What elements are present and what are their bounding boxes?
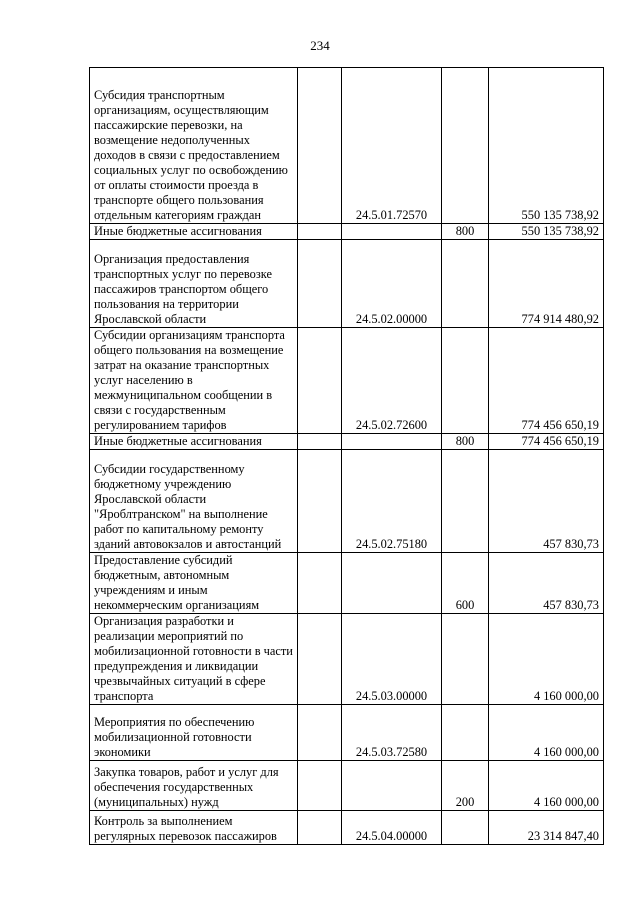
row-amount: 774 456 650,19 (489, 434, 604, 450)
row-code: 24.5.02.72600 (342, 328, 442, 434)
row-amount: 457 830,73 (489, 553, 604, 614)
row-empty-cell (298, 614, 342, 705)
row-expense-type (442, 68, 489, 224)
row-amount: 4 160 000,00 (489, 614, 604, 705)
row-empty-cell (298, 328, 342, 434)
table-row (90, 328, 604, 434)
table-row (90, 811, 604, 845)
row-empty-cell (298, 705, 342, 761)
row-amount: 457 830,73 (489, 450, 604, 553)
row-code (342, 761, 442, 811)
row-code: 24.5.02.75180 (342, 450, 442, 553)
row-empty-cell (298, 450, 342, 553)
row-empty-cell (298, 240, 342, 328)
row-name: Организация предоставления транспортных услуг по перевозке пассажиров транспортом общего пользования на территории Ярославской области (90, 240, 298, 328)
table-row (90, 614, 604, 705)
row-amount: 4 160 000,00 (489, 705, 604, 761)
row-code (342, 224, 442, 240)
row-expense-type: 600 (442, 553, 489, 614)
row-name: Иные бюджетные ассигнования (90, 224, 298, 240)
row-expense-type (442, 614, 489, 705)
row-empty-cell (298, 434, 342, 450)
row-name: Субсидии организациям транспорта общего пользования на возмещение затрат на оказание транспортных услуг населению в межмуниципальном сообщении в связи с государственным регулированием тарифов (90, 328, 298, 434)
row-amount: 23 314 847,40 (489, 811, 604, 845)
table-row (90, 761, 604, 811)
row-expense-type: 800 (442, 224, 489, 240)
row-expense-type (442, 705, 489, 761)
table-row (90, 240, 604, 328)
row-empty-cell (298, 553, 342, 614)
row-empty-cell (298, 68, 342, 224)
row-name: Предоставление субсидий бюджетным, автономным учреждениям и иным некоммерческим организациям (90, 553, 298, 614)
row-code (342, 434, 442, 450)
table-row (90, 224, 604, 240)
row-expense-type (442, 240, 489, 328)
row-name: Организация разработки и реализации мероприятий по мобилизационной готовности в части предупреждения и ликвидации чрезвычайных ситуаций в сфере транспорта (90, 614, 298, 705)
page-number: 234 (310, 38, 330, 53)
table-row (90, 450, 604, 553)
row-code: 24.5.03.72580 (342, 705, 442, 761)
row-amount: 550 135 738,92 (489, 68, 604, 224)
row-code (342, 553, 442, 614)
row-expense-type (442, 811, 489, 845)
row-empty-cell (298, 811, 342, 845)
row-code: 24.5.02.00000 (342, 240, 442, 328)
row-empty-cell (298, 761, 342, 811)
row-name: Закупка товаров, работ и услуг для обеспечения государственных (муниципальных) нужд (90, 761, 298, 811)
row-empty-cell (298, 224, 342, 240)
row-name: Иные бюджетные ассигнования (90, 434, 298, 450)
row-name: Контроль за выполнением регулярных перевозок пассажиров (90, 811, 298, 845)
row-name: Субсидии государственному бюджетному учреждению Ярославской области "Яроблтранском" на выполнение работ по капитальному ремонту зданий автовокзалов и автостанций (90, 450, 298, 553)
row-expense-type: 800 (442, 434, 489, 450)
row-amount: 550 135 738,92 (489, 224, 604, 240)
row-expense-type (442, 328, 489, 434)
table-row (90, 553, 604, 614)
row-amount: 774 456 650,19 (489, 328, 604, 434)
row-code: 24.5.03.00000 (342, 614, 442, 705)
table-row (90, 434, 604, 450)
row-name: Мероприятия по обеспечению мобилизационной готовности экономики (90, 705, 298, 761)
row-amount: 4 160 000,00 (489, 761, 604, 811)
row-name: Субсидия транспортным организациям, осуществляющим пассажирские перевозки, на возмещение недополученных доходов в связи с предоставлением социальных услуг по освобождению от оплаты стоимости проезда в транспорте общего пользования отдельным категориям граждан (90, 68, 298, 224)
row-expense-type: 200 (442, 761, 489, 811)
row-expense-type (442, 450, 489, 553)
table-row (90, 68, 604, 224)
budget-table (89, 67, 604, 845)
row-code: 24.5.01.72570 (342, 68, 442, 224)
table-row (90, 705, 604, 761)
row-amount: 774 914 480,92 (489, 240, 604, 328)
row-code: 24.5.04.00000 (342, 811, 442, 845)
